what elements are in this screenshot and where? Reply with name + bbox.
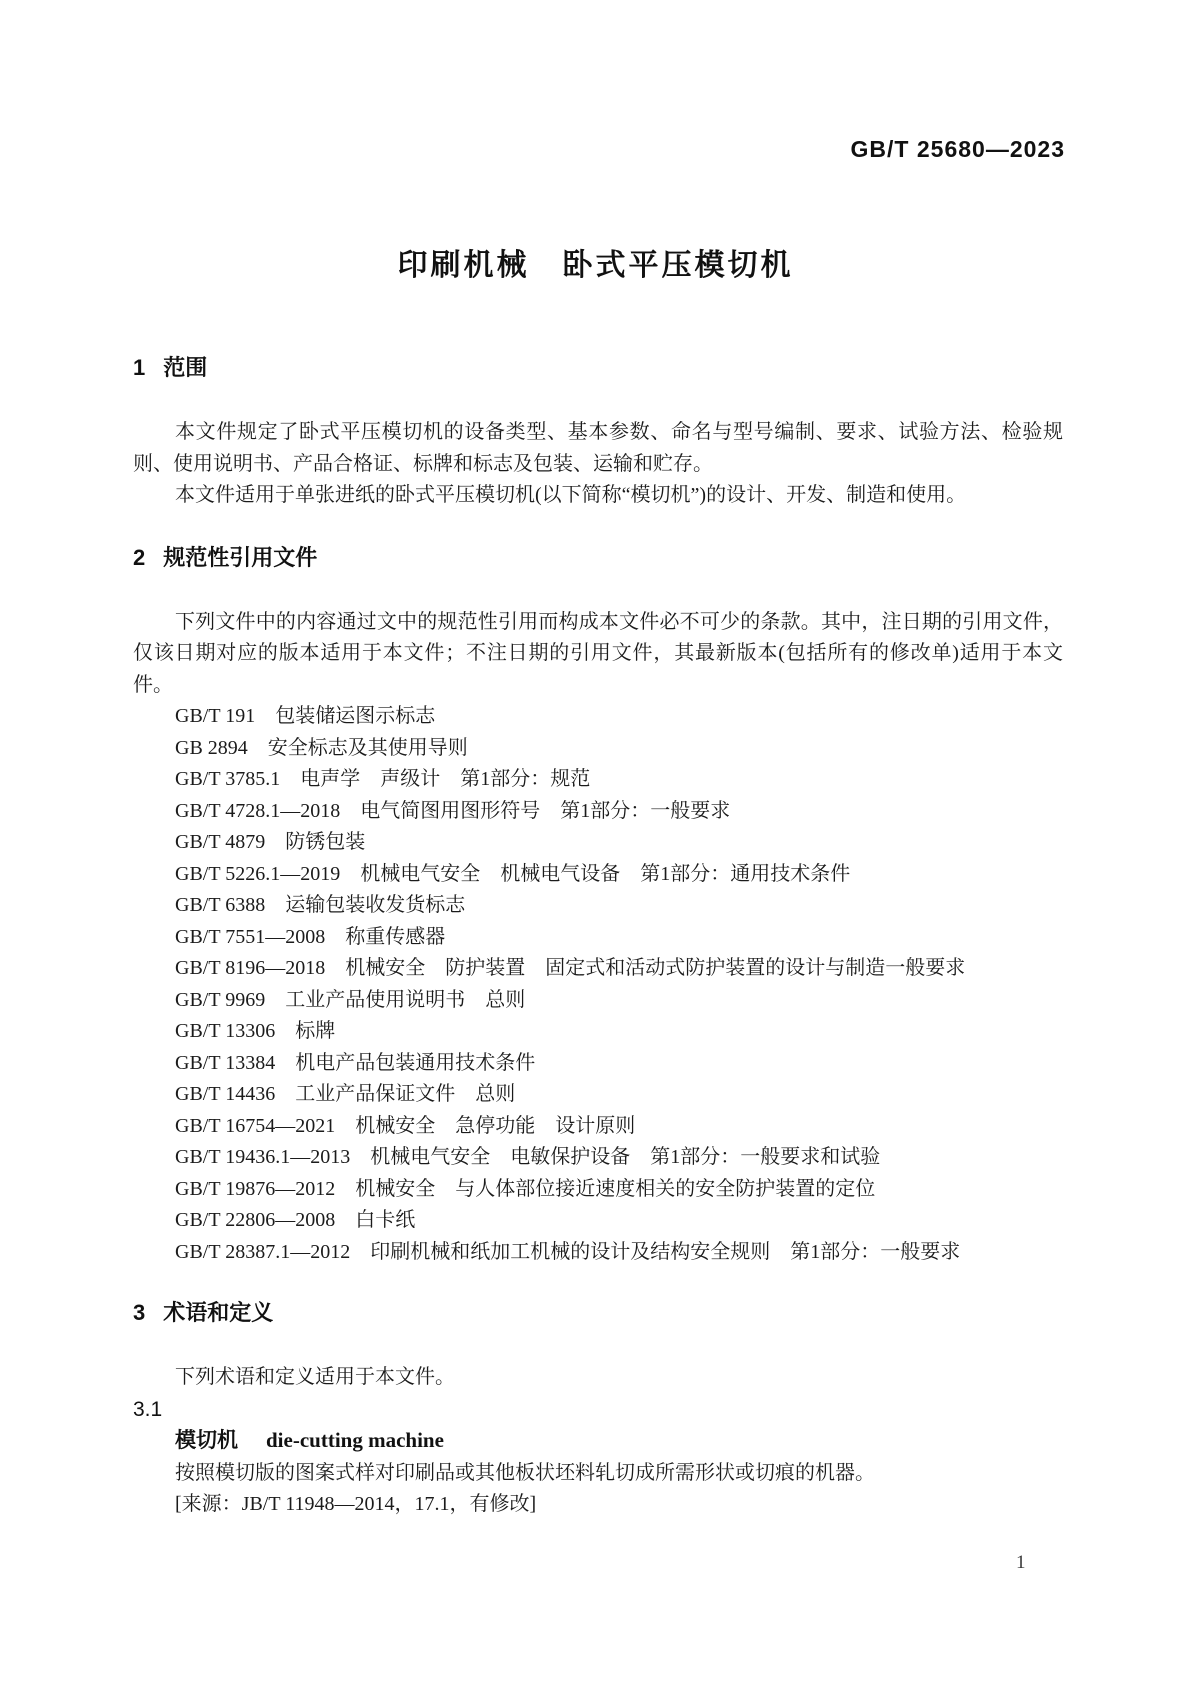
standard-number: GB/T 25680—2023 xyxy=(850,136,1065,162)
normative-references-list xyxy=(133,701,1063,1268)
clause-number-3-1: 3.1 xyxy=(133,1397,163,1421)
reference-item: GB/T 19436.1—2013 机械电气安全 电敏保护设备 第1部分：一般要求和试验 xyxy=(175,1146,881,1168)
reference-item: GB/T 28387.1—2012 印刷机械和纸加工机械的设计及结构安全规则 第1部分：一般要求 xyxy=(175,1240,961,1263)
reference-item: GB/T 4879 防锈包装 xyxy=(175,831,366,853)
reference-item: GB/T 16754—2021 机械安全 急停功能 设计原则 xyxy=(175,1114,636,1137)
section-3-title: 术语和定义 xyxy=(163,1300,274,1325)
scope-paragraph-1: 本文件规定了卧式平压模切机的设备类型、基本参数、命名与型号编制、要求、试验方法、检验规则、使用说明书、产品合格证、标牌和标志及包装、运输和贮存。 xyxy=(133,421,1063,475)
section-3-number: 3 xyxy=(133,1300,146,1325)
section-2-number: 2 xyxy=(133,544,146,570)
reference-item: GB/T 14436 工业产品保证文件 总则 xyxy=(175,1083,516,1105)
reference-item: GB/T 9969 工业产品使用说明书 总则 xyxy=(175,988,526,1011)
section-3-heading xyxy=(133,1301,1063,1325)
reference-item: GB/T 22806—2008 白卡纸 xyxy=(175,1209,416,1231)
scope-paragraph-2: 本文件适用于单张进纸的卧式平压模切机(以下简称“模切机”)的设计、开发、制造和使用。 xyxy=(175,484,967,506)
term-entry xyxy=(133,1425,1063,1458)
reference-item: GB/T 4728.1—2018 电气简图用图形符号 第1部分：一般要求 xyxy=(175,799,731,822)
term-source-note: [来源：JB/T 11948—2014，17.1，有修改] xyxy=(175,1493,537,1515)
reference-item: GB 2894 安全标志及其使用导则 xyxy=(175,736,468,759)
page-number: 1 xyxy=(1016,1552,1026,1573)
reference-item: GB/T 191 包装储运图示标志 xyxy=(175,705,436,727)
section-2-title: 规范性引用文件 xyxy=(163,544,318,570)
document-title: 印刷机械 卧式平压模切机 xyxy=(397,249,794,282)
section-1-title: 范围 xyxy=(163,355,208,380)
terms-intro: 下列术语和定义适用于本文件。 xyxy=(175,1366,455,1388)
reference-item: GB/T 13306 标牌 xyxy=(175,1020,336,1042)
term-name-english: die-cutting machine xyxy=(266,1428,444,1452)
section-1-number: 1 xyxy=(133,355,146,380)
reference-item: GB/T 3785.1 电声学 声级计 第1部分：规范 xyxy=(175,768,591,790)
term-name-chinese: 模切机 xyxy=(175,1429,238,1452)
reference-item: GB/T 5226.1—2019 机械电气安全 机械电气设备 第1部分：通用技术条件 xyxy=(175,862,851,885)
term-definition: 按照模切版的图案式样对印刷品或其他板状坯料轧切成所需形状或切痕的机器。 xyxy=(175,1461,875,1484)
reference-item: GB/T 8196—2018 机械安全 防护装置 固定式和活动式防护装置的设计与制造一般要求 xyxy=(175,957,966,979)
reference-item: GB/T 6388 运输包装收发货标志 xyxy=(175,894,466,916)
normative-references-intro: 下列文件中的内容通过文中的规范性引用而构成本文件必不可少的条款。其中，注日期的引用文件，仅该日期对应的版本适用于本文件；不注日期的引用文件，其最新版本(包括所有的修改单)适用于本文件。 xyxy=(133,610,1063,696)
document-body xyxy=(133,356,1063,1521)
reference-item: GB/T 13384 机电产品包装通用技术条件 xyxy=(175,1051,536,1074)
reference-item: GB/T 7551—2008 称重传感器 xyxy=(175,925,446,948)
section-2-heading xyxy=(133,546,1063,570)
reference-item: GB/T 19876—2012 机械安全 与人体部位接近速度相关的安全防护装置的定位 xyxy=(175,1177,876,1200)
section-1-heading xyxy=(133,356,1063,380)
